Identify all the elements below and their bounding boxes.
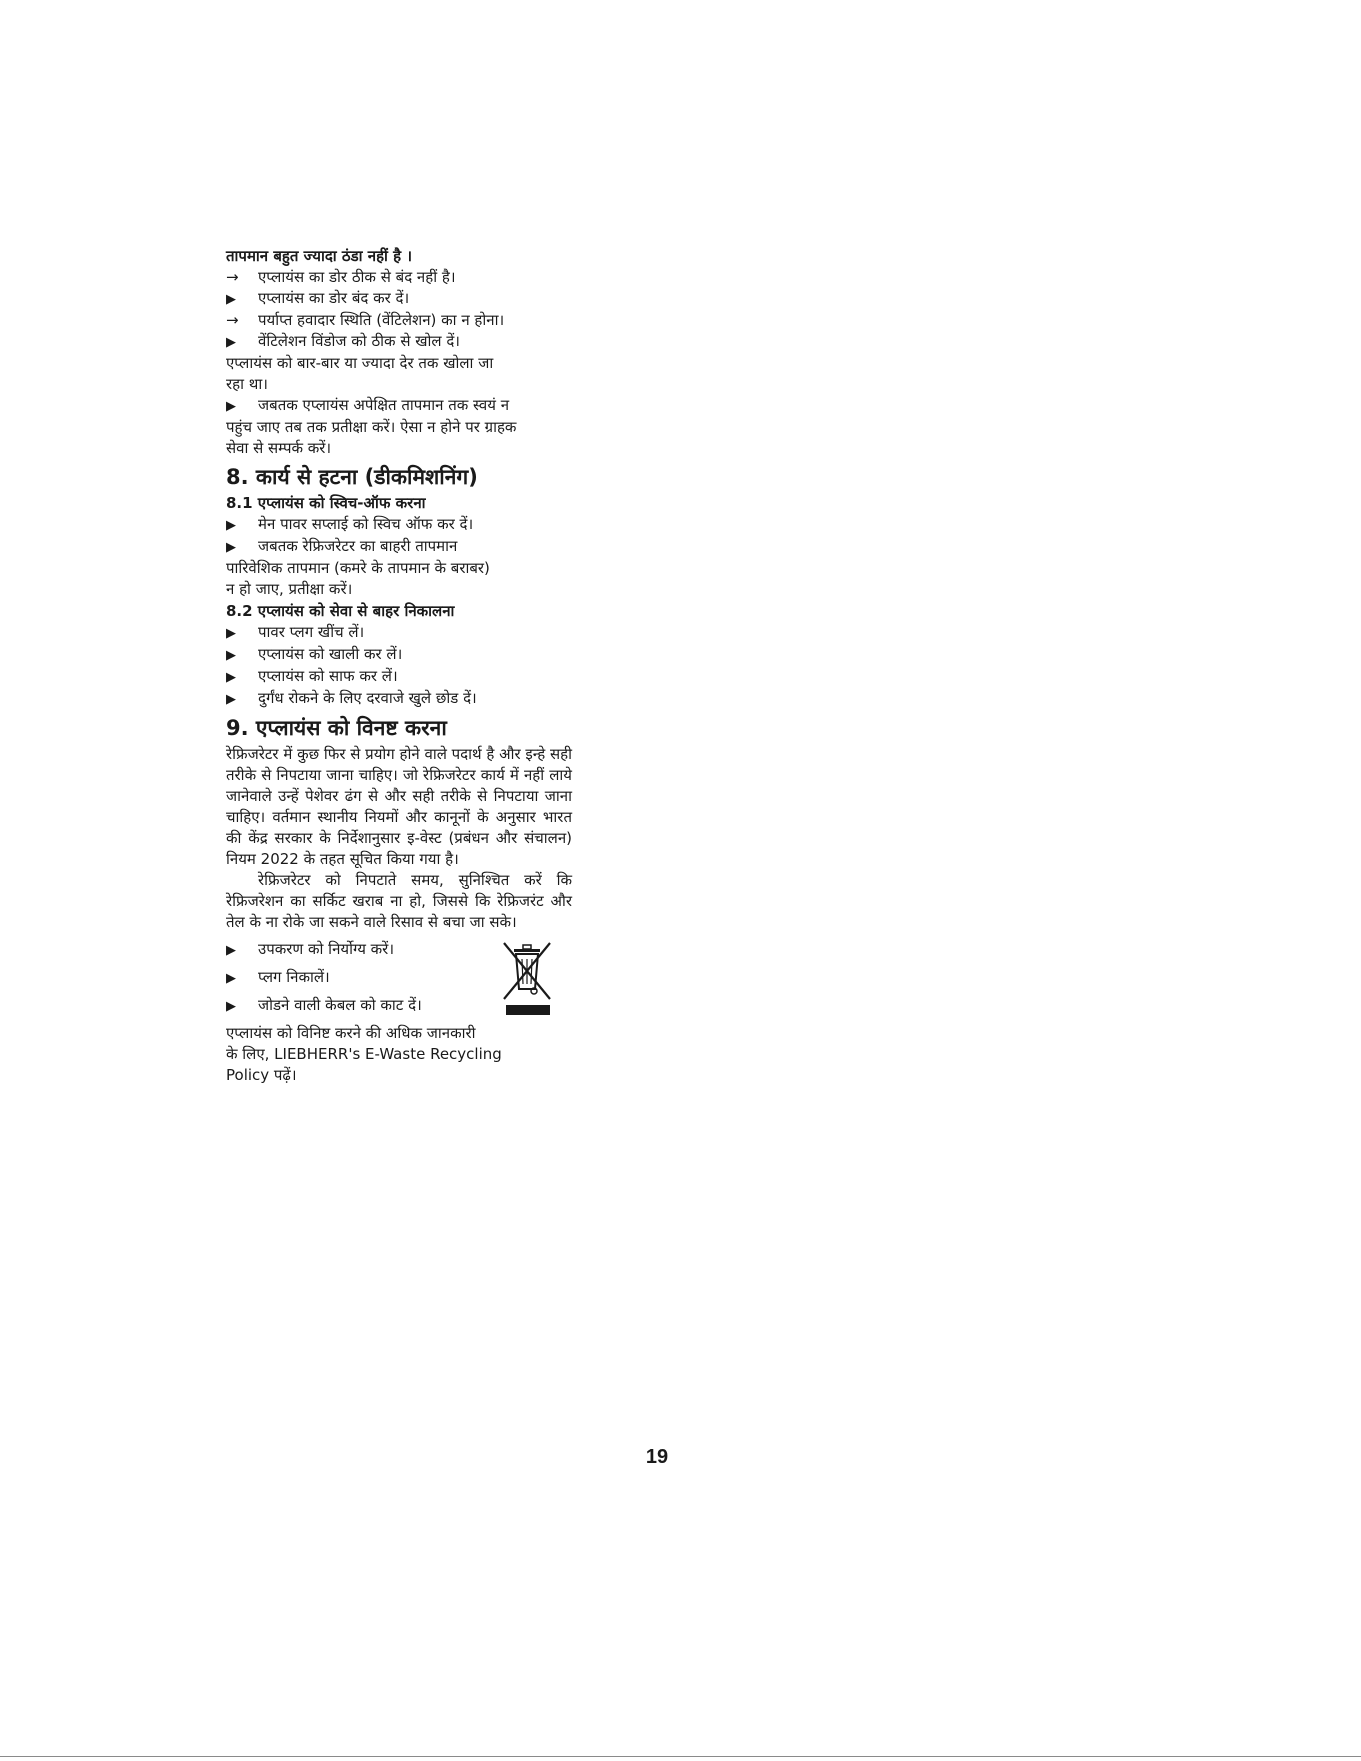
bullet-triangle-icon: ▶ <box>226 518 236 533</box>
bottom-divider <box>0 1756 1361 1757</box>
crossed-out-wheelie-bin-icon <box>500 939 556 1019</box>
list-item: → एप्लायंस का डोर ठीक से बंद नहीं है। <box>226 268 456 286</box>
bullet-triangle-icon: ▶ <box>226 335 236 350</box>
section-9-heading: 9. एप्लायंस को विनष्ट करना <box>226 716 447 740</box>
body-line: के लिए, LIEBHERR's E-Waste Recycling <box>226 1045 502 1063</box>
body-line: एप्लायंस को विनिष्ट करने की अधिक जानकारी <box>226 1024 476 1042</box>
list-item: ▶ उपकरण को निर्योग्य करें। <box>226 939 572 961</box>
bullet-triangle-icon: ▶ <box>226 999 236 1014</box>
body-line: Policy पढ़ें। <box>226 1066 297 1084</box>
list-item: ▶ एप्लायंस को साफ कर लें। <box>226 666 572 688</box>
page-number: 19 <box>645 1446 669 1468</box>
body-line: एप्लायंस को बार-बार या ज्यादा देर तक खोला जा <box>226 354 494 372</box>
list-item: ▶ जोडने वाली केबल को काट दें। <box>226 995 572 1017</box>
section-8-1-heading: 8.1 एप्लायंस को स्विच-ऑफ करना <box>226 494 426 512</box>
body-line: न हो जाए, प्रतीक्षा करें। <box>226 580 353 598</box>
section-8-2-heading: 8.2 एप्लायंस को सेवा से बाहर निकालना <box>226 602 455 620</box>
bullet-triangle-icon: ▶ <box>226 943 236 958</box>
list-item: ▶ पावर प्लग खींच लें। <box>226 622 572 644</box>
list-item: ▶ जबतक रेफ्रिजरेटर का बाहरी तापमान <box>226 536 572 558</box>
body-line: सेवा से सम्पर्क करें। <box>226 439 332 457</box>
troubleshoot-heading: तापमान बहुत ज्यादा ठंडा नहीं है । <box>226 247 413 265</box>
list-item: ▶ मेन पावर सप्लाई को स्विच ऑफ कर दें। <box>226 514 572 536</box>
body-paragraph: रेफ्रिजरेटर को निपटाते समय, सुनिश्चित करें कि रेफ्रिजरेशन का सर्किट खराब ना हो, जिससे कि रेफ्रिजरंट और तेल के ना रोके जा सकने वाले रिसाव से बचा जा सके। <box>226 871 572 931</box>
bullet-triangle-icon: ▶ <box>226 692 236 707</box>
bullet-triangle-icon: ▶ <box>226 648 236 663</box>
bullet-triangle-icon: ▶ <box>226 540 236 555</box>
disposal-steps <box>226 939 572 1017</box>
arrow-icon: → <box>226 268 239 286</box>
arrow-icon: → <box>226 311 239 329</box>
list-item: ▶ वेंटिलेशन विंडोज को ठीक से खोल दें। <box>226 331 572 353</box>
body-line: रहा था। <box>226 375 268 393</box>
bullet-triangle-icon: ▶ <box>226 670 236 685</box>
bullet-triangle-icon: ▶ <box>226 971 236 986</box>
list-item: ▶ दुर्गंध रोकने के लिए दरवाजे खुले छोड दें। <box>226 688 572 710</box>
body-line: पहुंच जाए तब तक प्रतीक्षा करें। ऐसा न होने पर ग्राहक <box>226 418 517 436</box>
bullet-triangle-icon: ▶ <box>226 626 236 641</box>
body-line: पारिवेशिक तापमान (कमरे के तापमान के बराबर) <box>226 559 490 577</box>
body-paragraph: रेफ्रिजरेटर में कुछ फिर से प्रयोग होने वाले पदार्थ है और इन्हे सही तरीके से निपटाया जाना चाहिए। जो रेफ्रिजरेटर कार्य में नहीं लाये जानेवाले उन्हें पेशेवर ढंग से और सही तरीके से निपटाया जाना चाहिए। वर्तमान स्थानीय नियमों और कानूनों के अनुसार भारत की केंद्र सरकार के निर्देशानुसार इ-वेस्ट (प्रबंधन और संचालन) नियम 2022 के तहत सूचित किया गया है। <box>226 745 572 868</box>
list-item: ▶ एप्लायंस का डोर बंद कर दें। <box>226 288 572 310</box>
list-item: ▶ प्लग निकालें। <box>226 967 572 989</box>
list-item: ▶ एप्लायंस को खाली कर लें। <box>226 644 572 666</box>
list-item: → पर्याप्त हवादार स्थिति (वेंटिलेशन) का न होना। <box>226 311 505 329</box>
bullet-triangle-icon: ▶ <box>226 399 236 414</box>
list-item: ▶ जबतक एप्लायंस अपेक्षित तापमान तक स्वयं न <box>226 395 572 417</box>
bullet-triangle-icon: ▶ <box>226 292 236 307</box>
content-column <box>226 246 572 1086</box>
section-8-heading: 8. कार्य से हटना (डीकमिशनिंग) <box>226 465 478 489</box>
